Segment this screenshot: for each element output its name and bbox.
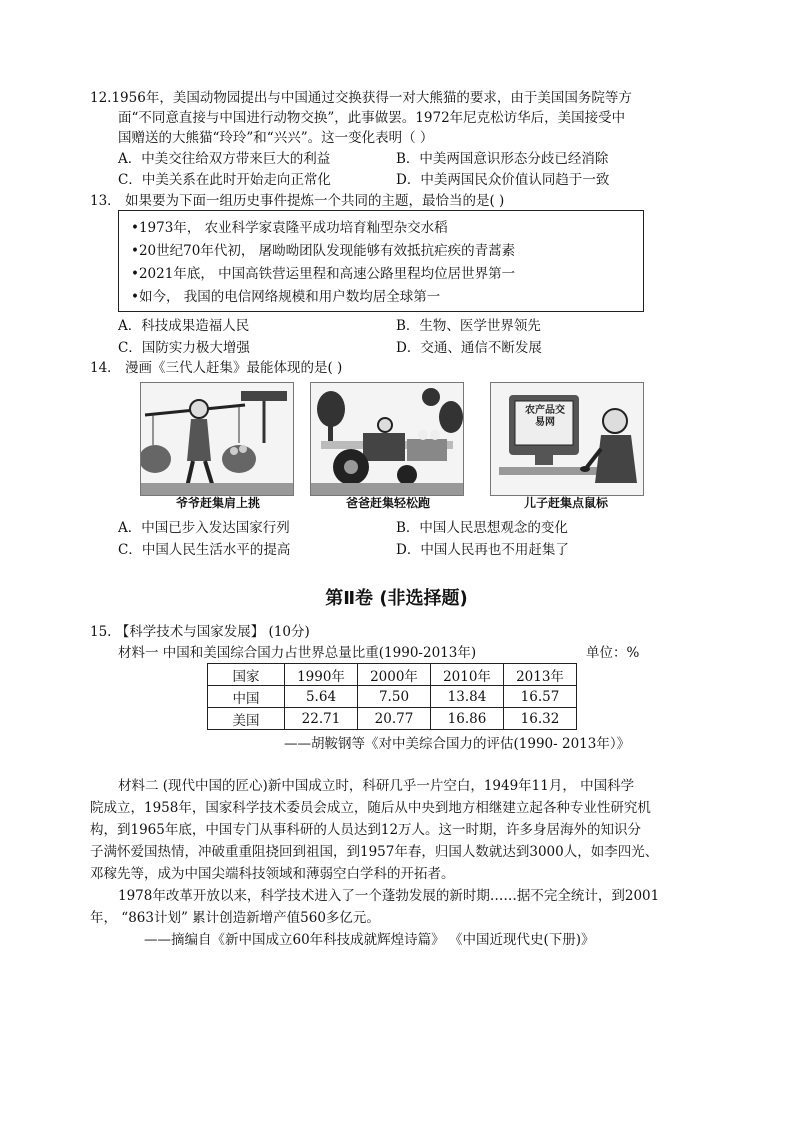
table-header-cell: 2010年 — [431, 664, 504, 686]
table-header-cell: 2013年 — [504, 664, 577, 686]
table-row — [208, 708, 577, 730]
q13-stem: 13． 如果要为下面一组历史事件提炼一个共同的主题，最恰当的是( ) — [90, 193, 505, 209]
material-1-unit: 单位：% — [586, 645, 640, 661]
material-2-line-4: 子满怀爱国热情，冲破重重阻挠回到祖国，到1957年春，归国人数就达到3000人，如李四光、 — [90, 844, 659, 860]
table-cell: 16.32 — [504, 708, 577, 730]
material-2-source: ——摘编自《新中国成立60年科技成就辉煌诗篇》 《中国近现代史(下册)》 — [144, 932, 595, 948]
q13-option-b: B．生物、医学世界领先 — [396, 318, 541, 334]
material-2-line-2: 院成立，1958年，国家科学技术委员会成立，随后从中央到地方相继建立起各种专业性研究机 — [90, 800, 651, 816]
q14-option-d: D．中国人民再也不用赶集了 — [396, 542, 569, 558]
cartoon-caption-1: 爷爷赶集肩上挑 — [175, 496, 260, 510]
cartoon-caption-2: 爸爸赶集轻松跑 — [345, 496, 430, 510]
table-cell: 20.77 — [358, 708, 431, 730]
table-cell: 美国 — [208, 708, 285, 730]
table-header-cell: 2000年 — [358, 664, 431, 686]
q13-event-1: •1973年， 农业科学家袁隆平成功培育籼型杂交水稻 — [131, 220, 448, 236]
table-cell: 5.64 — [285, 686, 358, 708]
material-2-line-5: 邓稼先等，成为中国尖端科技领域和薄弱空白学科的开拓者。 — [90, 866, 455, 882]
table-cell: 22.71 — [285, 708, 358, 730]
table-header-cell: 国家 — [208, 664, 285, 686]
q12-option-a: A．中美交往给双方带来巨大的利益 — [118, 151, 331, 167]
table-cell: 7.50 — [358, 686, 431, 708]
q13-event-4: •如今， 我国的电信网络规模和用户数均居全球第一 — [131, 289, 441, 305]
table-cell: 13.84 — [431, 686, 504, 708]
cartoon-caption-3: 儿子赶集点鼠标 — [523, 496, 608, 510]
table-header-row — [208, 664, 577, 686]
cartoon-father-image — [310, 382, 464, 496]
table-cell: 16.57 — [504, 686, 577, 708]
material-2-line-7: 年， “863计划” 累计创造新增产值560多亿元。 — [90, 910, 380, 926]
q13-events-box — [118, 210, 644, 312]
table-header-cell: 1990年 — [285, 664, 358, 686]
section-title: 第Ⅱ卷 (非选择题) — [325, 588, 468, 609]
q13-event-2: •20世纪70年代初， 屠呦呦团队发现能够有效抵抗疟疾的青蒿素 — [131, 243, 516, 259]
q13-option-a: A．科技成果造福人民 — [118, 318, 250, 334]
q14-option-a: A．中国已步入发达国家行列 — [118, 520, 290, 536]
q14-option-b: B．中国人民思想观念的变化 — [396, 520, 568, 536]
material-2-line-1: 材料二 (现代中国的匠心)新中国成立时，科研几乎一片空白，1949年11月， 中国科学 — [118, 778, 635, 794]
q13-option-c: C．国防实力极大增强 — [118, 340, 250, 356]
power-share-table — [207, 663, 577, 730]
table-cell: 中国 — [208, 686, 285, 708]
material-1-title: 材料一 中国和美国综合国力占世界总量比重(1990-2013年) — [118, 645, 477, 661]
material-2-line-3: 构，到1965年底，中国专门从事科研的人员达到12万人。这一时期，许多身居海外的知识分 — [90, 822, 642, 838]
cartoon-son-image — [490, 382, 644, 496]
q12-stem-line1: 12.1956年，美国动物园提出与中国通过交换获得一对大熊猫的要求，由于美国国务院等方 — [90, 90, 632, 106]
q13-option-d: D．交通、通信不断发展 — [396, 340, 542, 356]
q14-stem: 14． 漫画《三代人赶集》最能体现的是( ) — [90, 360, 343, 376]
screen-text: 农产品交易网 — [525, 405, 565, 428]
material-2-line-6: 1978年改革开放以来，科学技术进入了一个蓬勃发展的新时期……据不完全统计，到2001 — [118, 888, 660, 904]
q15-heading: 15. 【科学技术与国家发展】 (10分) — [90, 624, 310, 640]
q12-stem-line3: 国赠送的大熊猫“玲玲”和“兴兴”。这一变化表明（ ） — [118, 130, 434, 146]
q13-event-3: •2021年底， 中国高铁营运里程和高速公路里程均位居世界第一 — [131, 266, 516, 282]
material-1-source: ——胡鞍钢等《对中美综合国力的评估(1990- 2013年）》 — [284, 736, 631, 752]
q12-option-b: B．中美两国意识形态分歧已经消除 — [396, 151, 609, 167]
q14-option-c: C．中国人民生活水平的提高 — [118, 542, 291, 558]
q12-option-c: C．中美关系在此时开始走向正常化 — [118, 172, 331, 188]
cartoon-grandfather-image — [140, 382, 294, 496]
q12-stem-line2: 面“不同意直接与中国进行动物交换”，此事做罢。1972年尼克松访华后，美国接受中 — [118, 110, 626, 126]
table-cell: 16.86 — [431, 708, 504, 730]
q12-option-d: D．中美两国民众价值认同趋于一致 — [396, 172, 610, 188]
table-row — [208, 686, 577, 708]
